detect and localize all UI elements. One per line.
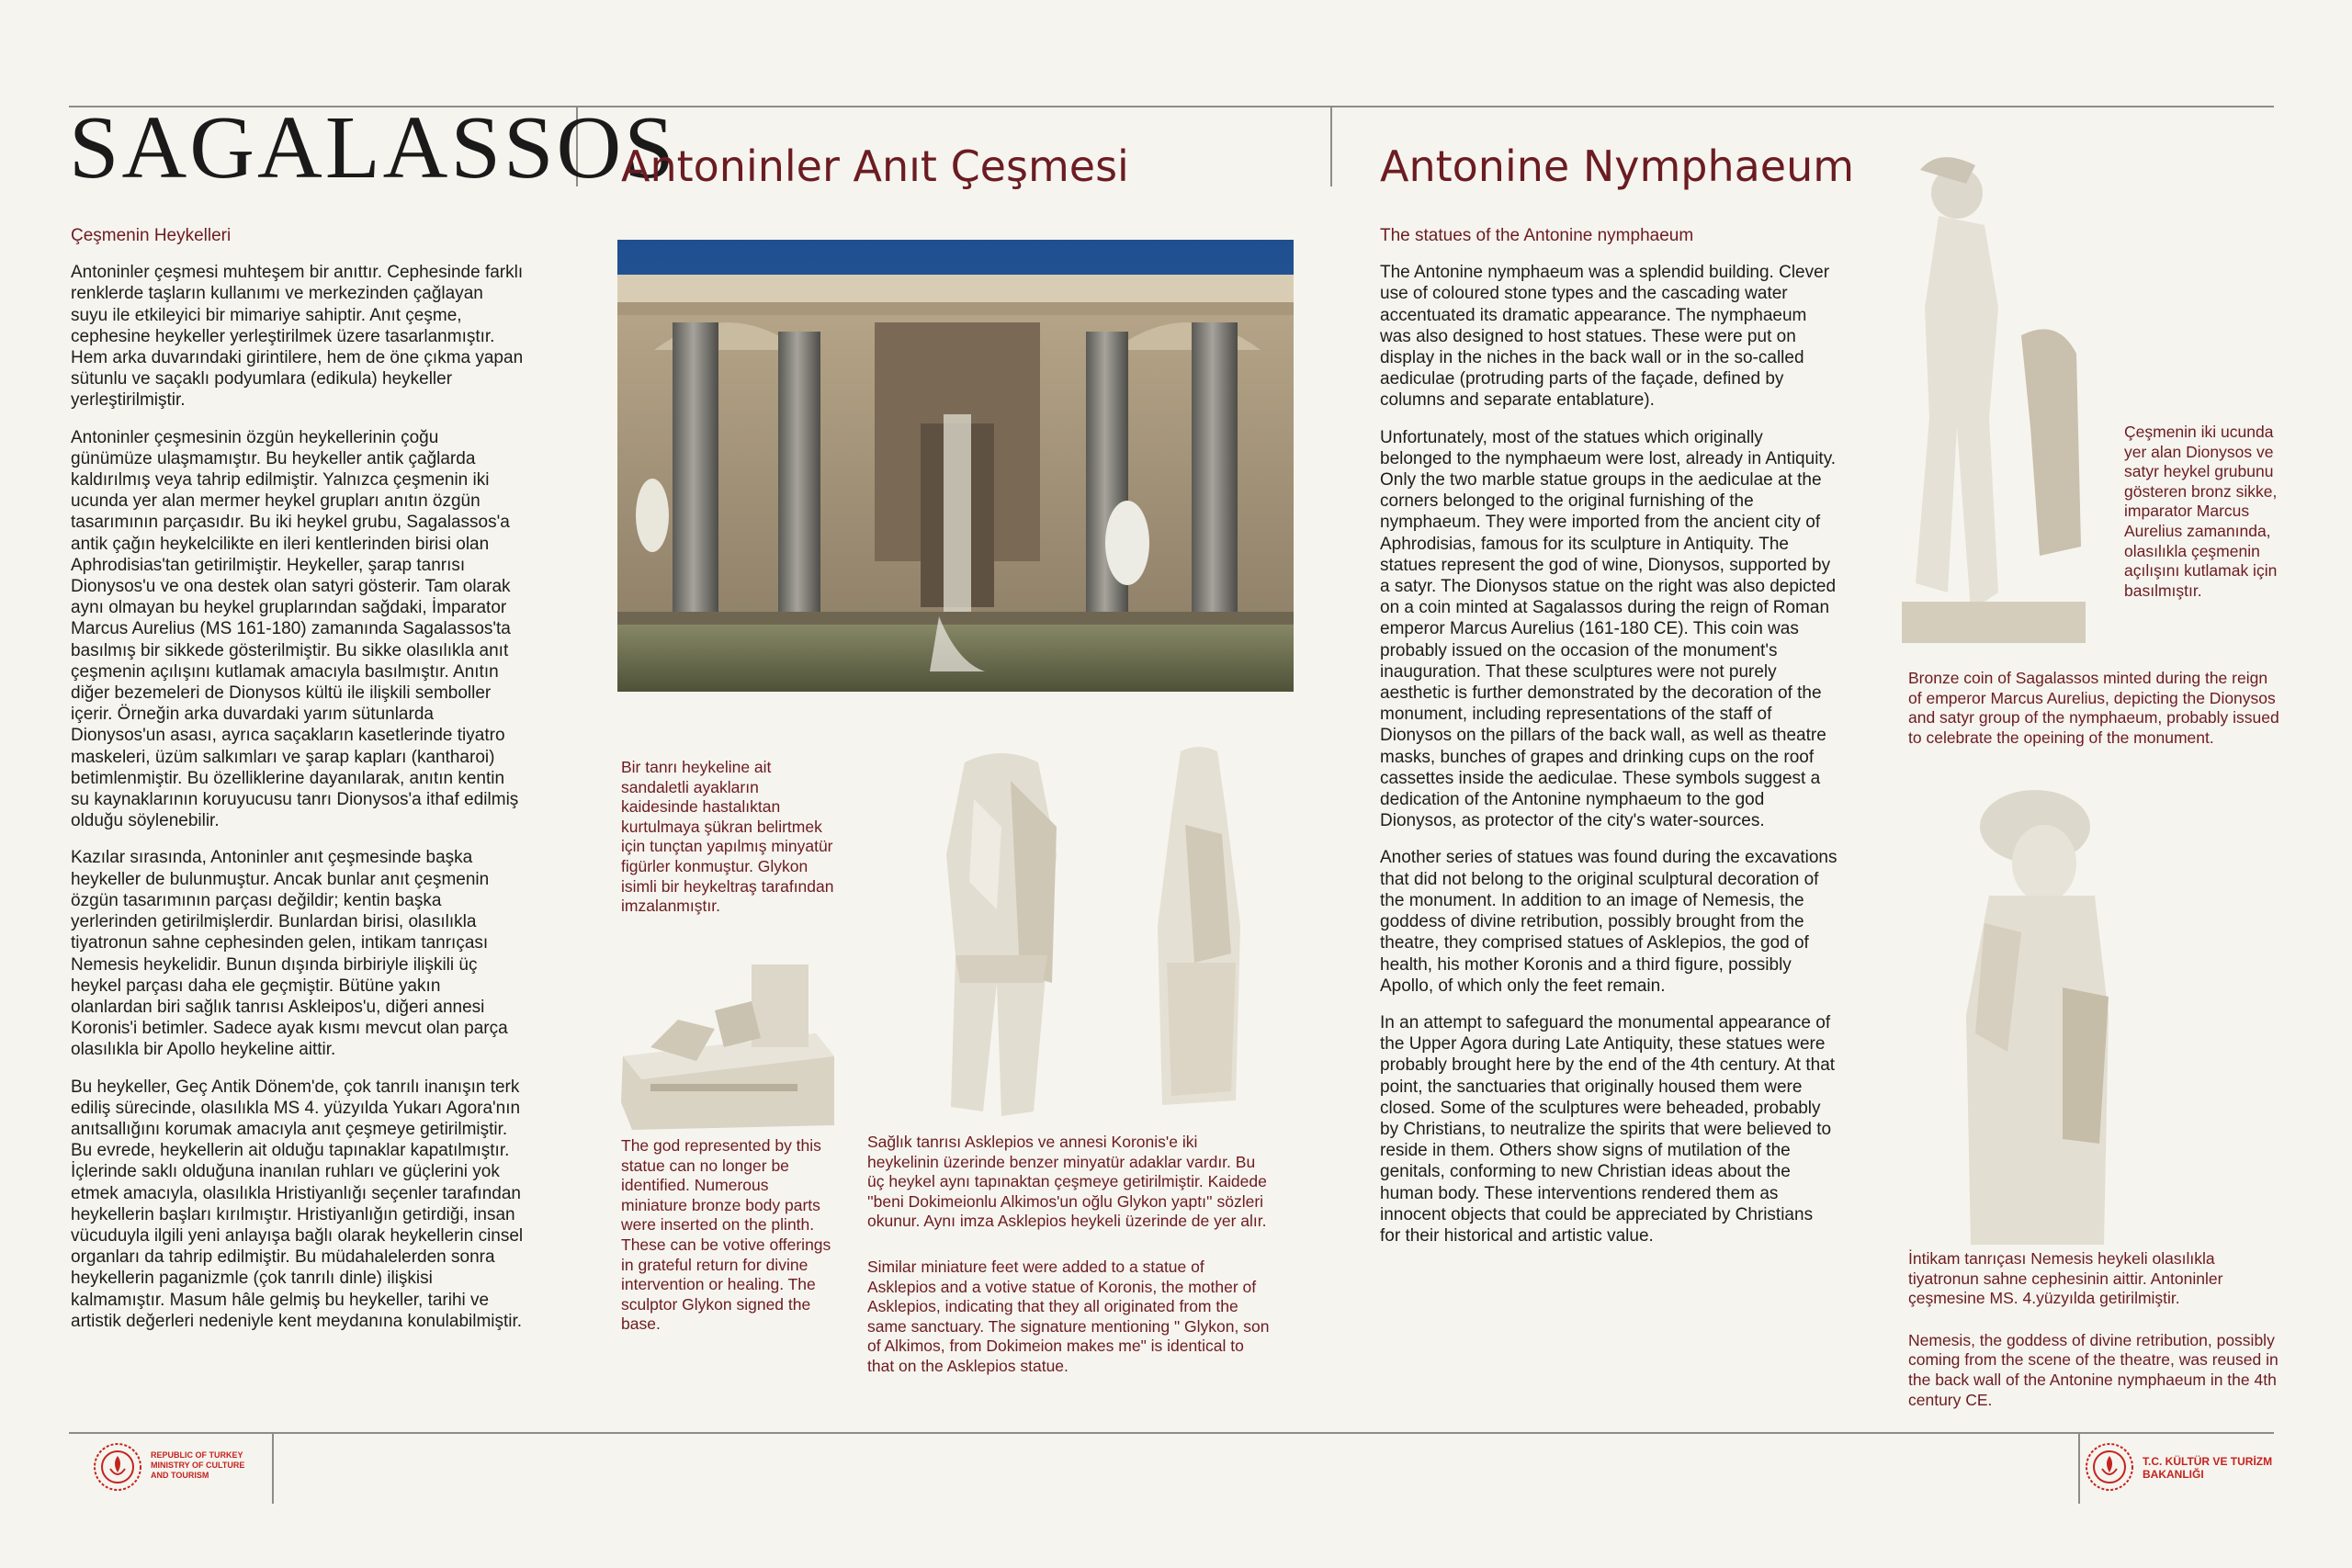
nemesis-caption (1908, 1249, 2285, 1428)
title-turkish: Antoninler Anıt Çeşmesi (621, 141, 1129, 191)
english-paragraph: Another series of statues was found during the excavations that did not belong to the original sculptural decoration of the monument. In addition to an image of Nemesis, the goddess of divine retribution, possibly brought from the theatre, they comprised statues of Asklepios, the god of health, his mother Koronis and a third figure, possibly Apollo, of which only the feet remain. (1380, 848, 1838, 996)
dionysos-caption-tr (2124, 423, 2290, 619)
plinth-caption-en (621, 1136, 832, 1353)
english-paragraph: Unfortunately, most of the statues which originally belonged to the nymphaeum were lost, already in Antiquity. Only the two marble statue groups in the aediculae at the corners belonged to the original furnishing of the nymphaeum. They were imported from the ancient city of Aphrodisias, famous for its sculpture in Antiquity. The statues represent the god of wine, Dionysos, supported by a satyr. The Dionysos statue on the right was also depicted on a coin minted at Sagalassos during the reign of Roman emperor Marcus Aurelius (161-180 CE). This coin was probably issued on the occasion of the monument's inauguration. That these sculptures were not purely aesthetic is further demonstrated by the decoration of the monument, including representations of the staff of Dionysos on the pillars of the back wall, as well as theatre masks, bunches of grapes and drinking cups on the roof cassettes inside the aediculae. These symbols suggest a dedication of the Antonine nymphaeum to the god Dionysos, as protector of the city's water-sources. (1380, 427, 1837, 831)
turkish-paragraph: Kazılar sırasında, Antoninler anıt çeşmesinde başka heykeller de bulunmuştur. Ancak bunlar anıt çeşmenin özgün tasarımının parçası değildir; kentin başka yerlerinden getirilmişlerdir. Bunlardan birisi, olasılıkla tiyatronun sahne cephesinden gelen, intikam tanrıçası Nemesis heykelidir. Bunun dışında birbiriyle ilişkili üç heykel parçası daha ele geçmiştir. Bütüne yakın olanlardan biri sağlık tanrısı Askleipos'u, diğeri annesi Koronis'i betimler. Sadece ayak kısmı mevcut olan parça olasılıkla bir Apollo heykeline aittir. (71, 848, 508, 1060)
right-logo-line: T.C. KÜLTÜR VE TURİZM (2143, 1455, 2273, 1468)
dionysos-caption-tr-text: Çeşmenin iki ucunda yer alan Dionysos ve satyr heykel grubunu gösteren bronz sikke, imparator Marcus Aurelius zamanında, olasılıkla çeşmenin açılışını kutlamak için basılmıştır. (2124, 423, 2278, 600)
koronis-statue-photo (1139, 742, 1259, 1111)
footer-divider-left (272, 1434, 274, 1504)
plinth-caption-en-text: The god represented by this statue can no longer be identified. Numerous miniature bronze body parts were inserted on the plinth. These can be votive offerings in grateful return for divine intervention or healing. The sculptor Glykon signed the base. (621, 1136, 831, 1334)
dionysos-satyr-photo (1883, 152, 2118, 661)
title-english: Antonine Nymphaeum (1380, 141, 1855, 191)
tulip-star-emblem-icon (92, 1441, 143, 1493)
english-column (1380, 225, 1838, 1262)
asklepios-statue-photo (910, 744, 1093, 1130)
plinth-photo (614, 946, 842, 1132)
turkish-paragraph: Antoninler çeşmesinin özgün heykellerinin çoğu günümüze ulaşmamıştır. Bu heykeller antik çağlarda kaldırılmış veya tahrip edilmiştir. Yalnızca çeşmenin iki ucunda yer alan mermer heykel grupları anıtın özgün tasarımının parçasıdır. Bu iki heykel grubu, Sagalassos'a antik çağın heykelcilikte en ileri kentlerinden birisi olan Aphrodisias'tan getirilmiştir. Heykeller, şarap tanrısı Dionysos'u ve ona destek olan satyri gösterir. Tam olarak aynı olmayan bu heykel gruplarından sağdaki, İmparator Marcus Aurelius (MS 161-180) zamanında Sagalassos'ta basılmış bir sikkede gösterilmiştir. Bu sikke olasılıkla anıt çeşmenin açılışını kutlamak amacıyla basılmıştır. Anıtın diğer bezemeleri de Dionysos kültü ile ilişkili semboller içerir. Örneğin arka duvardaki yarım sütunlarda Dionysos'un asası, ayrıca saçakların kasetlerinde tiyatro maskeleri, üzüm salkımları ve şarap kapları (kantharoi) betimlenmiştir. Bu özelliklerine dayanılarak, anıtın kentin su kaynaklarının koruyucusu tanrı Dionysos'a ithaf edilmiş olduğu söylenebilir. (71, 427, 519, 831)
turkish-subtitle: Çeşmenin Heykelleri (71, 226, 232, 245)
nemesis-caption-en: Nemesis, the goddess of divine retribution, possibly coming from the scene of the theatre, was reused in the back wall of the Antonine nymphaeum in the 4th century CE. (1908, 1330, 2278, 1409)
english-paragraph: The Antonine nymphaeum was a splendid building. Clever use of coloured stone types and the cascading water accentuated its dramatic appearance. The nymphaeum was also designed to host statues. These were put on display in the niches in the back wall or in the so-called aediculae (protruding parts of the façade, defined by columns and separate entablature). (1380, 263, 1830, 411)
nymphaeum-photo (617, 240, 1294, 692)
site-title: SAGALASSOS (69, 98, 677, 197)
english-subtitle: The statues of the Antonine nymphaeum (1380, 226, 1694, 245)
right-logo-line: BAKANLIĞI (2143, 1468, 2204, 1481)
left-logo-line: MINISTRY OF CULTURE (151, 1461, 245, 1470)
asklepios-caption-tr: Sağlık tanrısı Asklepios ve annesi Koronis'e iki heykelinin üzerinde benzer minyatür adaklar vardır. Bu üç heykel aynı tapınaktan çeşmeye getirilmiştir. Kaidede ''beni Dokimeionlu Alkimos'un oğlu Glykon yaptı'' sözleri okunur. Aynı imza Asklepios heykeli üzerinde de yer alır. (867, 1133, 1267, 1231)
asklepios-caption-en: Similar miniature feet were added to a statue of Asklepios and a votive statue of Koronis, the mother of Asklepios, indicating that they all originated from the same sanctuary. The signature mentioning " Glykon, son of Alkimos, from Dokimeion makes me" is identical to that on the Asklepios statue. (867, 1257, 1270, 1375)
ministry-logo-left (92, 1439, 266, 1495)
left-logo-line: AND TOURISM (151, 1471, 209, 1480)
turkish-paragraph: Bu heykeller, Geç Antik Dönem'de, çok tanrılı inanışın terk ediliş sürecinde, olasılıkla MS 4. yüzyılda Yukarı Agora'nın anıtsallığını korumak amacıyla anıt çeşmeye getirilmiştir. Bu evrede, heykellerin ait olduğu tapınaklar kapatılmıştır. İçlerinde saklı olduğuna inanılan ruhları ve güçlerini yok etmek amacıyla, olasılıkla Hristiyanlığı seçenler tarafından heykellerin başları kırılmıştır. Hristiyanlığın getirdiği, insan vücuduyla ilgili yeni anlayışa bağlı olarak heykellerin cinsel organları da tahrip edilmiştir. Bu müdahalelerden sonra heykellerin paganizmle (çok tanrılı dinle) ilişkisi kalmamıştır. Masum hâle gelmiş bu heykeller, tarihi ve artistik değerleri nedeniyle kent meydanına konulabilmiştir. (71, 1077, 524, 1331)
header-divider-2 (1330, 107, 1332, 186)
dionysos-caption-en-text: Bronze coin of Sagalassos minted during the reign of emperor Marcus Aurelius, depicting the Dionysos and satyr group of the nymphaeum, probably issued to celebrate the opeining of the monument. (1908, 669, 2279, 747)
nemesis-caption-tr: İntikam tanrıçası Nemesis heykeli olasılıkla tiyatronun sahne cephesinin aittir. Antoninler çeşmesine MS. 4.yüzyılda getirilmiştir. (1908, 1249, 2223, 1308)
turkish-column (71, 225, 524, 1348)
left-logo-line: REPUBLIC OF TURKEY (151, 1450, 243, 1460)
tulip-star-emblem-icon (2084, 1441, 2135, 1493)
nemesis-statue-photo (1934, 776, 2141, 1245)
asklepios-caption (867, 1133, 1272, 1395)
turkish-paragraph: Antoninler çeşmesi muhteşem bir anıttır. Cephesinde farklı renklerde taşların kullanımı ve merkezinden çağlayan suyu ile etkileyici bir mimariye sahiptir. Anıt çeşme, cephesine heykeller yerleştirilmek üzere tasarlanmıştır. Hem arka duvarındaki girintilere, hem de öne çıkma yapan sütunlu ve saçaklı podyumlara (edikula) heykeller yerleştirilmiştir. (71, 263, 524, 411)
english-paragraph: In an attempt to safeguard the monumental appearance of the Upper Agora during Late Antiquity, these statues were probably brought here by the end of the 4th century. At that point, the sanctuaries that originally housed them were closed. Some of the sculptures were beheaded, probably by Christians, to neutralize the spirits that were believed to reside in them. Others show signs of mutilation of the genitals, conforming to new Christian ideas about the human body. These interventions rendered them as innocent objects that could be appreciated by Christians for their historical and artistic value. (1380, 1012, 1836, 1246)
ministry-logo-right (2084, 1439, 2286, 1495)
footer-divider-right (2078, 1434, 2080, 1504)
plinth-caption-tr-text: Bir tanrı heykeline ait sandaletli ayakların kaidesinde hastalıktan kurtulmaya şükran belirtmek için tunçtan yapılmış minyatür figürler konmuştur. Glykon isimli bir heykeltraş tarafından imzalanmıştır. (621, 758, 834, 916)
bottom-rule (69, 1432, 2274, 1434)
dionysos-caption-en (1908, 669, 2285, 766)
plinth-caption-tr (621, 758, 837, 935)
